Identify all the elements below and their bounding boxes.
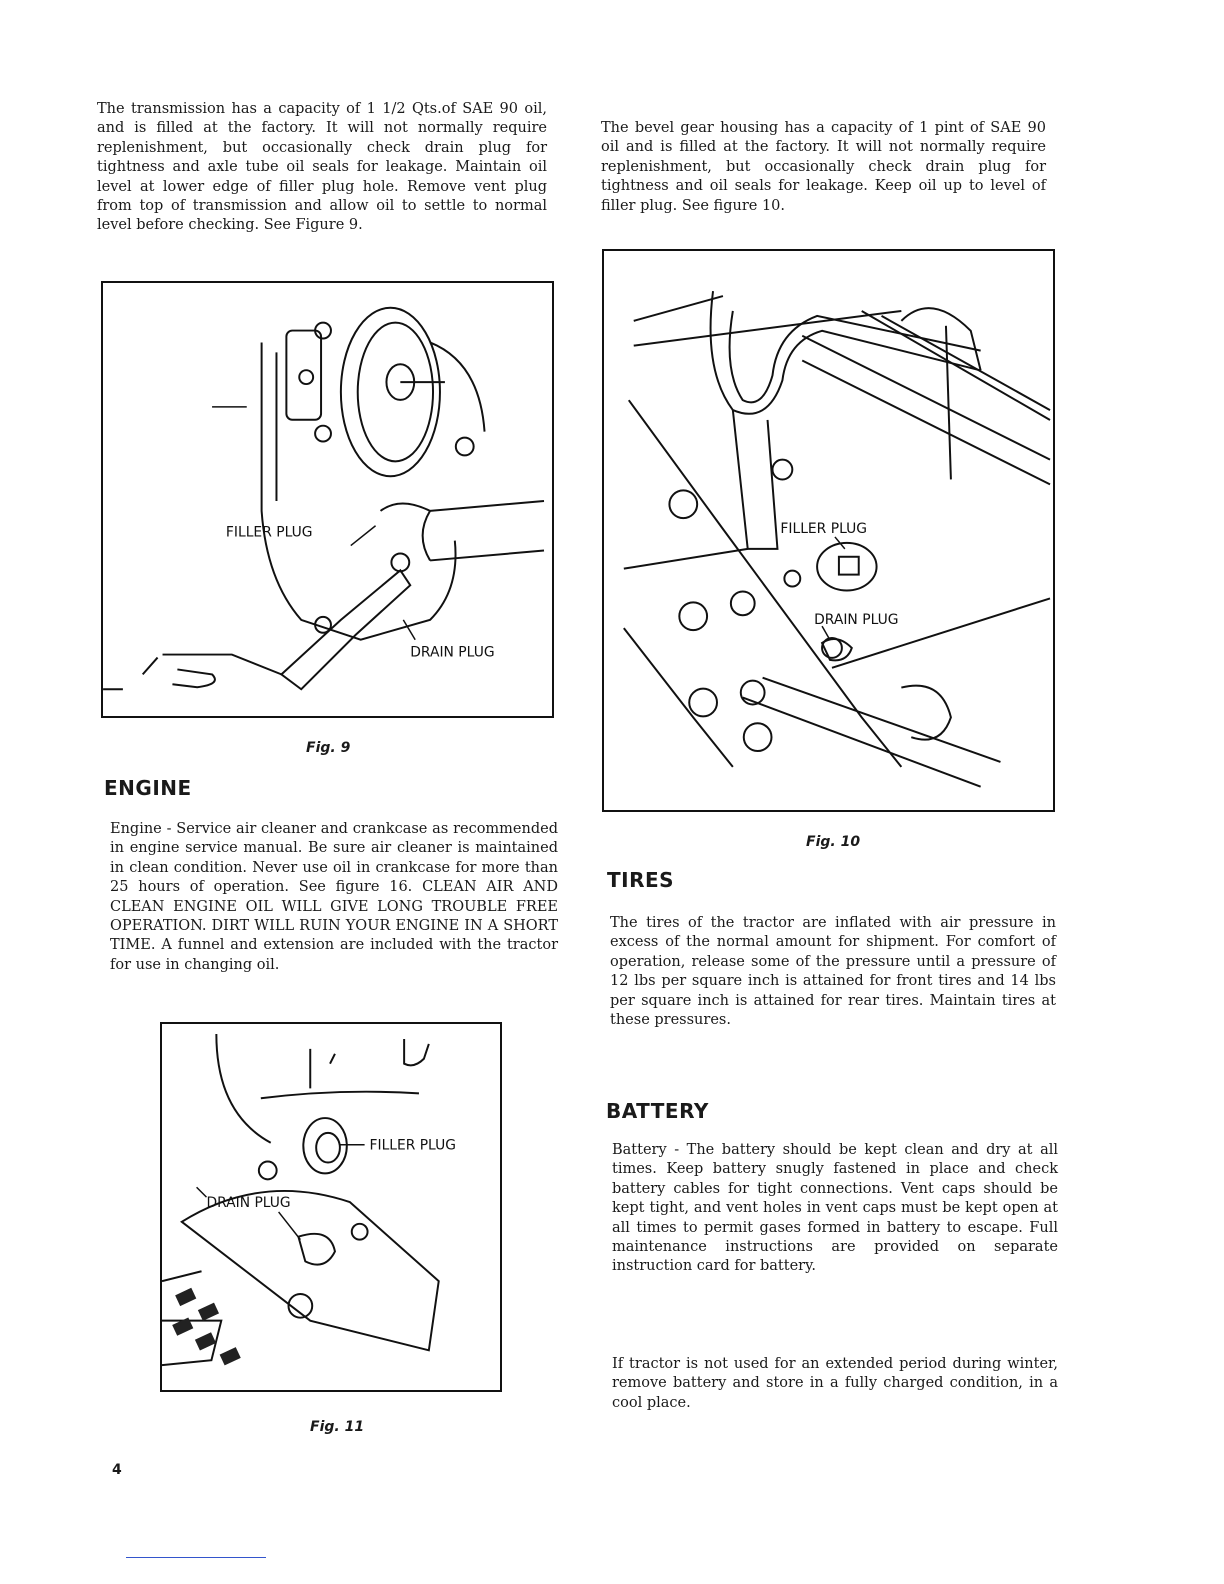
figure-11-illustration (162, 1024, 500, 1390)
battery-paragraph: Battery - The battery should be kept clean and dry at all times. Keep battery snugly fastened in place and check battery cables for tight connections. Vent caps should be kept tight, and vent holes in vent caps must be kept open at all times to permit gases formed in battery to escape. Full maintenance instructions are provided on separate instruction card for battery. (612, 1142, 1058, 1275)
fig11-caption: Fig. 11 (310, 1419, 365, 1435)
figure-10-bevel-gear (602, 249, 1055, 812)
footer-rule (126, 1557, 266, 1558)
engine-paragraph: Engine - Service air cleaner and crankcase as recommended in engine service manual. Be sure air cleaner is maintained in clean condition. Never use oil in crankcase for more than 25 hours of operation. See figure 16. CLEAN AIR AND CLEAN ENGINE OIL WILL GIVE LONG TROUBLE FREE OPERATION. DIRT WILL RUIN YOUR ENGINE IN A SHORT TIME. A funnel and extension are included with the tractor for use in changing oil. (110, 821, 558, 973)
bevel-gear-paragraph: The bevel gear housing has a capacity of 1 pint of SAE 90 oil and is filled at the factory. It will not normally require replenishment, but occasionally check drain plug for tightness and oil seals for leakage. Keep oil up to level of filler plug. See figure 10. (601, 120, 1046, 214)
battery-heading: BATTERY (606, 1099, 709, 1123)
tires-paragraph: The tires of the tractor are inflated with air pressure in excess of the normal amount for shipment. For comfort of operation, release some of the pressure until a pressure of 12 lbs per square inch is attained for front tires and 14 lbs per square inch is attained for rear tires. Maintain tires at these pressures. (610, 915, 1056, 1029)
fig11-drain-plug-label: DRAIN PLUG (206, 1195, 291, 1211)
figure-11-engine (160, 1022, 502, 1392)
tires-heading: TIRES (607, 868, 675, 892)
winter-storage-paragraph: If tractor is not used for an extended period during winter, remove battery and store in a fully charged condition, in a cool place. (612, 1356, 1058, 1411)
fig9-caption: Fig. 9 (306, 740, 351, 756)
fig10-drain-plug-label: DRAIN PLUG (814, 612, 899, 629)
figure-9-transmission (101, 281, 554, 718)
fig9-filler-plug-label: FILLER PLUG (225, 524, 313, 541)
figure-9-illustration (103, 283, 552, 716)
figure-10-illustration (604, 251, 1053, 810)
fig10-filler-plug-label: FILLER PLUG (780, 520, 868, 537)
fig10-caption: Fig. 10 (806, 834, 861, 850)
fig9-drain-plug-label: DRAIN PLUG (410, 644, 495, 661)
fig11-filler-plug-label: FILLER PLUG (369, 1137, 456, 1154)
page-number: 4 (112, 1462, 122, 1478)
engine-heading: ENGINE (104, 776, 192, 800)
transmission-paragraph: The transmission has a capacity of 1 1/2 Qts.of SAE 90 oil, and is filled at the factory. It will not normally require replenishment, but occasionally check drain plug for tightness and axle tube oil seals for leakage. Maintain oil level at lower edge of filler plug hole. Remove vent plug from top of transmission and allow oil to settle to normal level before checking. See Figure 9. (97, 101, 547, 234)
